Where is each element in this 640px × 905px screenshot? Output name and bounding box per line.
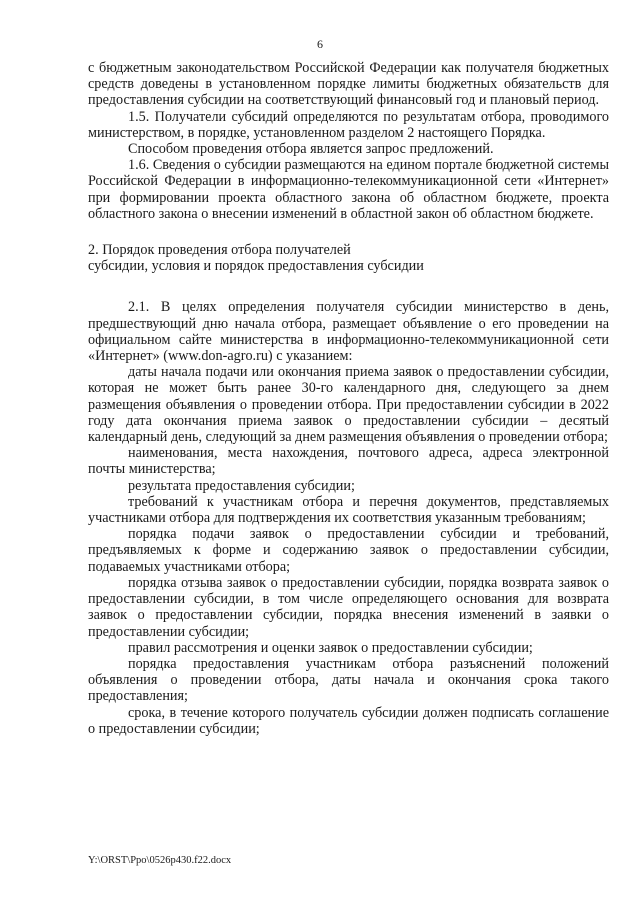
- paragraph-1-6: 1.6. Сведения о субсидии размещаются на едином портале бюджетной системы Российской Федерации в информационно-телекоммуникационной сети «Интернет» при формировании проекта областного закона об областном бюджете, проекта областного закона о внесении изменений в областной закон об областном бюджете.: [88, 157, 610, 222]
- document-body: [88, 60, 609, 737]
- section-title-line-1: 2. Порядок проведения отбора получателей: [88, 242, 351, 259]
- list-item-clarifications: порядка предоставления участникам отбора разъяснений положений объявления о проведении отбора, даты начала и окончания срока такого предоставления;: [88, 655, 609, 705]
- section-title: [88, 242, 609, 274]
- page-number: 6: [317, 37, 323, 51]
- paragraph-continuation: с бюджетным законодательством Российской Федерации как получателя бюджетных средств доведены в установленном порядке лимиты бюджетных обязательств для предоставления субсидии на соответствующий финансовый год и плановый период.: [88, 60, 609, 109]
- list-item-agreement-deadline: срока, в течение которого получатель субсидии должен подписать соглашение о предоставлении субсидии;: [88, 704, 609, 737]
- paragraph-1-5: 1.5. Получатели субсидий определяются по результатам отбора, проводимого министерством, в порядке, установленном разделом 2 настоящего Порядка.: [88, 108, 609, 141]
- list-item-withdrawal-procedure: порядка отзыва заявок о предоставлении субсидии, порядка возврата заявок о предоставлении субсидии, в том числе определяющего основания для возврата заявок о предоставлении субсидии, порядка внесения изменений в заявки о предоставлении субсидии;: [88, 574, 609, 640]
- list-item-dates: даты начала подачи или окончания приема заявок о предоставлении субсидии, которая не может быть ранее 30-го календарного дня, следующего за днем размещения объявления о проведении отбора. При предоставлении субсидии в 2022 году дата окончания приема заявок о предоставлении субсидии – десятый календарный день, следующий за днем размещения объявления о проведении отбора;: [88, 364, 609, 446]
- list-item-ministry-contacts: наименования, места нахождения, почтового адреса, адреса электронной почты министерства;: [88, 445, 609, 478]
- file-path-footer: Y:\ORST\Ppo\0526p430.f22.docx: [88, 855, 232, 866]
- section-title-line-2: субсидии, условия и порядок предоставления субсидии: [88, 258, 424, 275]
- list-item-result: результата предоставления субсидии;: [128, 477, 355, 494]
- list-item-review-rules: правил рассмотрения и оценки заявок о предоставлении субсидии;: [128, 639, 533, 656]
- paragraph-selection-method: Способом проведения отбора является запрос предложений.: [128, 141, 494, 158]
- paragraph-2-1: 2.1. В целях определения получателя субсидии министерство в день, предшествующий дню начала отбора, размещает объявление о его проведении на официальном сайте министерства в информационно-телекоммуникационной сети «Интернет» (www.don-agro.ru) с указанием:: [88, 299, 609, 365]
- list-item-application-procedure: порядка подачи заявок о предоставлении субсидии и требований, предъявляемых к форме и содержанию заявок о предоставлении субсидии, подаваемых участниками отбора;: [88, 526, 609, 575]
- list-item-requirements: требований к участникам отбора и перечня документов, представляемых участниками отбора для подтверждения их соответствия указанным требованиям;: [88, 493, 609, 527]
